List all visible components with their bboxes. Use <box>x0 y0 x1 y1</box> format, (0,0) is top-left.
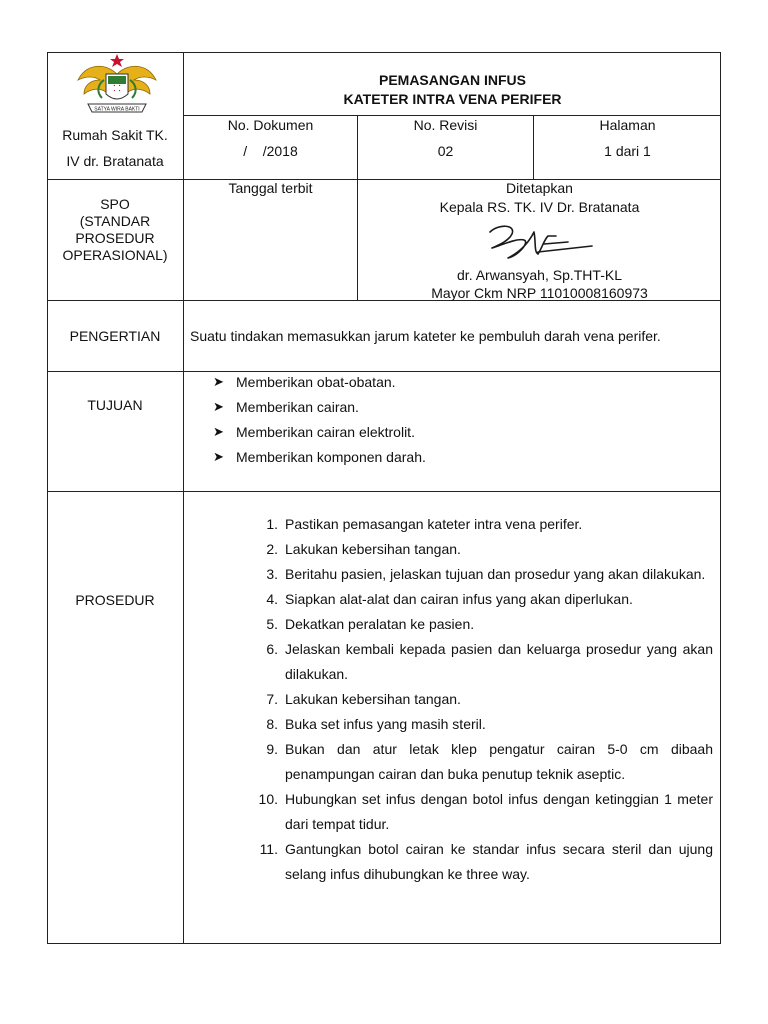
step-number: 11. <box>259 841 278 857</box>
arrow-bullet-icon: ➤ <box>213 399 224 414</box>
spo-line3: PROSEDUR <box>75 230 155 246</box>
step-number: 3. <box>266 566 278 582</box>
approved-label: Ditetapkan <box>506 180 573 196</box>
step-number: 1. <box>266 516 278 532</box>
doc-number-value: / /2018 <box>243 143 298 159</box>
prosedur-label: PROSEDUR <box>75 592 155 608</box>
step-number: 9. <box>266 741 278 757</box>
hospital-logo <box>72 54 162 116</box>
step-text: Lakukan kebersihan tangan. <box>285 541 461 557</box>
step-text: Buka set infus yang masih steril. <box>285 716 486 732</box>
page-label: Halaman <box>599 117 656 133</box>
pengertian-label: PENGERTIAN <box>69 328 161 344</box>
step-text: Siapkan alat-alat dan cairan infus yang akan diperlukan. <box>285 591 633 607</box>
document-title <box>184 71 721 109</box>
pengertian-text: Suatu tindakan memasukkan jarum kateter ke pembuluh darah vena perifer. <box>190 328 661 344</box>
spo-line1: SPO <box>100 196 130 212</box>
step-number: 8. <box>266 716 278 732</box>
svg-text:SATYA WIRA BAKTI: SATYA WIRA BAKTI <box>94 106 140 113</box>
doc-number-label: No. Dokumen <box>227 117 314 133</box>
tujuan-item-text: Memberikan komponen darah. <box>236 449 426 465</box>
list-item <box>252 712 713 737</box>
list-item <box>252 787 713 837</box>
row-divider-pengertian <box>47 371 721 372</box>
hospital-name-line1: Rumah Sakit TK. <box>62 127 168 143</box>
step-number: 6. <box>266 641 278 657</box>
step-text: Dekatkan peralatan ke pasien. <box>285 616 475 632</box>
arrow-bullet-icon: ➤ <box>213 449 224 464</box>
step-text: Beritahu pasien, jelaskan tujuan dan prosedur yang akan dilakukan. <box>285 566 706 582</box>
step-text: Hubungkan set infus dengan botol infus dengan ketinggian 1 meter dari tempat tidur. <box>285 791 713 832</box>
step-text: Gantungkan botol cairan ke standar infus secara steril dan ujung selang infus dihubungkan ke three way. <box>285 841 713 882</box>
document-title-line2: KATETER INTRA VENA PERIFER <box>343 91 562 107</box>
approver-signature <box>478 218 598 262</box>
tujuan-label: TUJUAN <box>87 397 143 413</box>
step-number: 4. <box>266 591 278 607</box>
row-divider-tujuan <box>47 491 721 492</box>
spo-label <box>48 196 182 264</box>
list-item <box>252 687 713 712</box>
step-number: 7. <box>266 691 278 707</box>
arrow-bullet-icon: ➤ <box>213 374 224 389</box>
list-item <box>213 423 713 448</box>
arrow-bullet-icon: ➤ <box>213 424 224 439</box>
list-item <box>252 737 713 787</box>
list-item <box>213 373 713 398</box>
prosedur-steps <box>252 512 713 887</box>
tujuan-item-text: Memberikan cairan. <box>236 399 359 415</box>
list-item <box>252 512 713 537</box>
tujuan-list <box>213 373 713 473</box>
step-text: Bukan dan atur letak klep pengatur cairan 5-0 cm dibaah penampungan cairan dan buka penutup teknik aseptic. <box>285 741 713 782</box>
step-number: 5. <box>266 616 278 632</box>
hospital-name <box>48 122 182 174</box>
step-text: Lakukan kebersihan tangan. <box>285 691 461 707</box>
list-item <box>252 612 713 637</box>
approver-name: dr. Arwansyah, Sp.THT-KL <box>457 267 622 283</box>
step-number: 10. <box>258 791 278 807</box>
list-item <box>252 637 713 687</box>
tujuan-item-text: Memberikan cairan elektrolit. <box>236 424 415 440</box>
revision-value: 02 <box>437 143 454 159</box>
spo-line2: (STANDAR <box>79 213 151 229</box>
spo-line4: OPERASIONAL) <box>62 247 168 263</box>
step-text: Pastikan pemasangan kateter intra vena perifer. <box>285 516 583 532</box>
page-value: 1 dari 1 <box>604 143 651 159</box>
list-item <box>252 537 713 562</box>
issue-date-label: Tanggal terbit <box>228 180 313 196</box>
approver-title: Kepala RS. TK. IV Dr. Bratanata <box>439 199 640 215</box>
document-title-line1: PEMASANGAN INFUS <box>378 72 526 88</box>
list-item <box>213 448 713 473</box>
list-item <box>252 587 713 612</box>
tujuan-item-text: Memberikan obat-obatan. <box>236 374 396 390</box>
step-number: 2. <box>266 541 278 557</box>
list-item <box>213 398 713 423</box>
revision-label: No. Revisi <box>413 117 478 133</box>
approver-rank: Mayor Ckm NRP 11010008160973 <box>431 285 648 301</box>
row-divider-title <box>183 115 721 116</box>
step-text: Jelaskan kembali kepada pasien dan keluarga prosedur yang akan dilakukan. <box>285 641 713 682</box>
list-item <box>252 562 713 587</box>
hospital-name-line2: IV dr. Bratanata <box>66 153 164 169</box>
list-item <box>252 837 713 887</box>
